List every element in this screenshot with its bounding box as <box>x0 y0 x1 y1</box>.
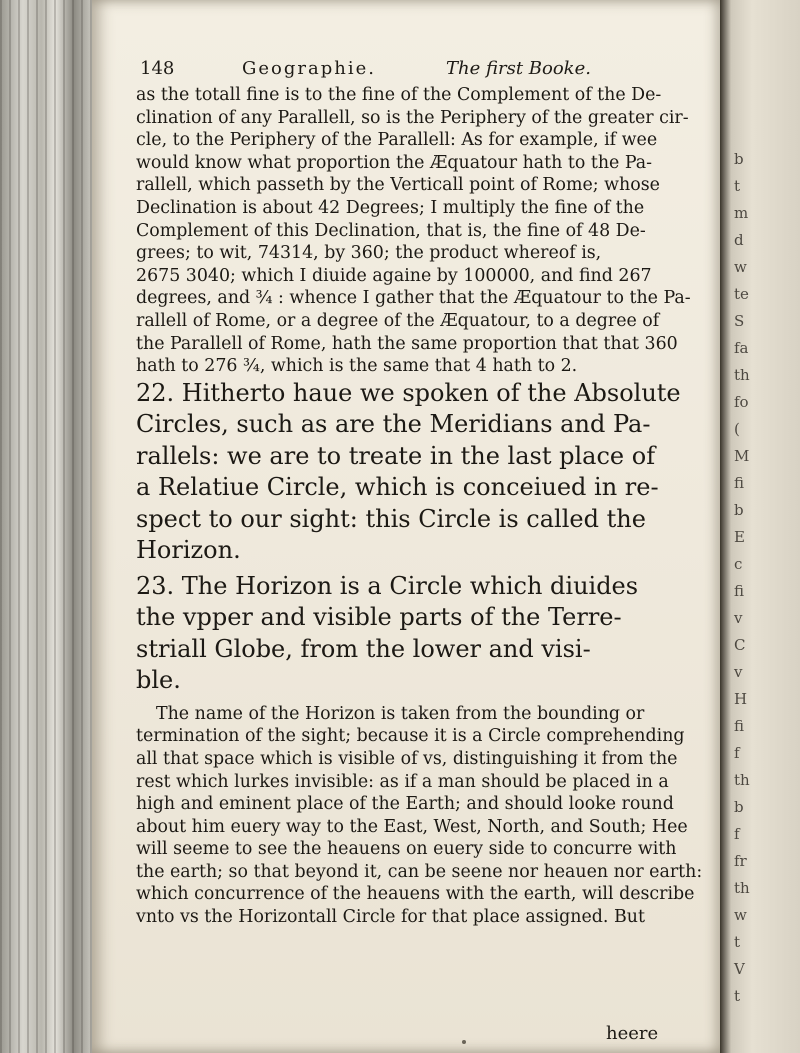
text-line: as the totall fine is to the fine of the Complement of the De- <box>136 85 662 105</box>
section-line: the vpper and visible parts of the Terre- <box>136 603 622 632</box>
section-line: 23. The Horizon is a Circle which diuides <box>136 571 639 600</box>
facing-glyph: fi <box>734 582 745 600</box>
section-23 <box>136 571 696 697</box>
text-line: grees; to wit, 74314, by 360; the product whereof is, <box>136 243 602 264</box>
section-line: Horizon. <box>136 536 241 565</box>
facing-glyph: fr <box>734 852 747 870</box>
facing-glyph: m <box>734 204 749 222</box>
text-line: the Parallell of Rome, hath the same proportion that that 360 <box>136 333 678 354</box>
text-line: degrees, and ¾ : whence I gather that the Æquatour to the Pa- <box>136 288 691 309</box>
section-22 <box>136 378 696 567</box>
facing-glyph: H <box>734 690 748 708</box>
facing-glyph: b <box>734 501 744 519</box>
facing-glyph: w <box>734 258 747 276</box>
facing-glyph: c <box>734 555 743 573</box>
section-line: 22. Hitherto haue we spoken of the Absolute <box>136 378 681 407</box>
text-line: clination of any Parallell, so is the Periphery of the greater cir- <box>136 107 689 128</box>
section-line: striall Globe, from the lower and visi- <box>136 634 591 663</box>
text-line: would know what proportion the Æquatour hath to the Pa- <box>136 152 653 173</box>
facing-glyph: t <box>734 177 741 195</box>
facing-glyph: fi <box>734 474 745 492</box>
ink-spot <box>462 1040 466 1044</box>
text-line: The name of the Horizon is taken from the bounding or <box>156 703 645 724</box>
text-line: vnto vs the Horizontall Circle for that place assigned. But <box>136 907 645 928</box>
text-line: cle, to the Periphery of the Parallell: As for example, if wee <box>136 130 658 151</box>
page-text <box>136 84 703 929</box>
facing-glyph: v <box>734 609 743 627</box>
facing-glyph: w <box>734 906 747 924</box>
section-line: rallels: we are to treate in the last place of <box>136 441 656 470</box>
text-line: Declination is about 42 Degrees; I multiply the fine of the <box>136 197 645 218</box>
facing-glyph: fi <box>734 717 745 735</box>
book-page <box>92 0 720 1053</box>
text-line: rallell of Rome, or a degree of the Æquatour, to a degree of <box>136 310 660 331</box>
text-line: will seeme to see the heauens on euery side to concurre with <box>136 839 677 860</box>
section-line: Circles, such as are the Meridians and Pa- <box>136 410 651 439</box>
facing-glyph: f <box>734 744 740 762</box>
facing-glyph: v <box>734 663 743 681</box>
text-line: termination of the sight; because it is a Circle comprehending <box>136 726 685 747</box>
binding-gutter <box>0 0 92 1053</box>
paragraph-2 <box>136 703 703 929</box>
facing-glyph: S <box>734 312 745 330</box>
facing-glyph: E <box>734 528 745 546</box>
facing-glyph: b <box>734 150 744 168</box>
book-title: The first Booke. <box>446 58 591 79</box>
section-line: ble. <box>136 666 181 695</box>
facing-glyph: fo <box>734 393 749 411</box>
text-line: all that space which is visible of vs, distinguishing it from the <box>136 748 678 769</box>
paragraph-1 <box>136 84 696 378</box>
section-line: spect to our sight: this Circle is called the <box>136 504 646 533</box>
text-line: which concurrence of the heauens with the earth, will describe <box>136 884 695 905</box>
running-header <box>140 58 700 82</box>
text-line: high and eminent place of the Earth; and should looke round <box>136 794 674 815</box>
catchword: heere <box>606 1023 659 1044</box>
facing-glyph: C <box>734 636 746 654</box>
facing-glyph: t <box>734 987 741 1005</box>
text-line: Complement of this Declination, that is, the fine of 48 De- <box>136 220 646 241</box>
facing-glyph: th <box>734 366 750 384</box>
facing-glyph: d <box>734 231 744 249</box>
facing-glyph: th <box>734 879 750 897</box>
facing-glyph: t <box>734 933 741 951</box>
facing-page-edge <box>720 0 800 1053</box>
facing-glyph: V <box>734 960 745 978</box>
facing-glyph: M <box>734 447 750 465</box>
text-line: 2675 3040; which I diuide againe by 100000, and find 267 <box>136 265 652 286</box>
facing-glyph: fa <box>734 339 749 357</box>
text-line: rallell, which passeth by the Verticall point of Rome; whose <box>136 175 660 196</box>
facing-glyph: th <box>734 771 750 789</box>
facing-glyph: b <box>734 798 744 816</box>
text-line: hath to 276 ¾, which is the same that 4 hath to 2. <box>136 356 578 377</box>
text-line: about him euery way to the East, West, North, and South; Hee <box>136 816 688 837</box>
page-number: 148 <box>140 58 175 79</box>
running-title: Geographie. <box>242 58 376 79</box>
section-line: a Relatiue Circle, which is conceiued in re- <box>136 473 659 502</box>
text-line: rest which lurkes invisible: as if a man should be placed in a <box>136 771 669 792</box>
facing-glyph: te <box>734 285 749 303</box>
text-line: the earth; so that beyond it, can be seene nor heauen nor earth: <box>136 861 703 882</box>
facing-glyph: f <box>734 825 740 843</box>
facing-glyph: ( <box>734 420 740 438</box>
